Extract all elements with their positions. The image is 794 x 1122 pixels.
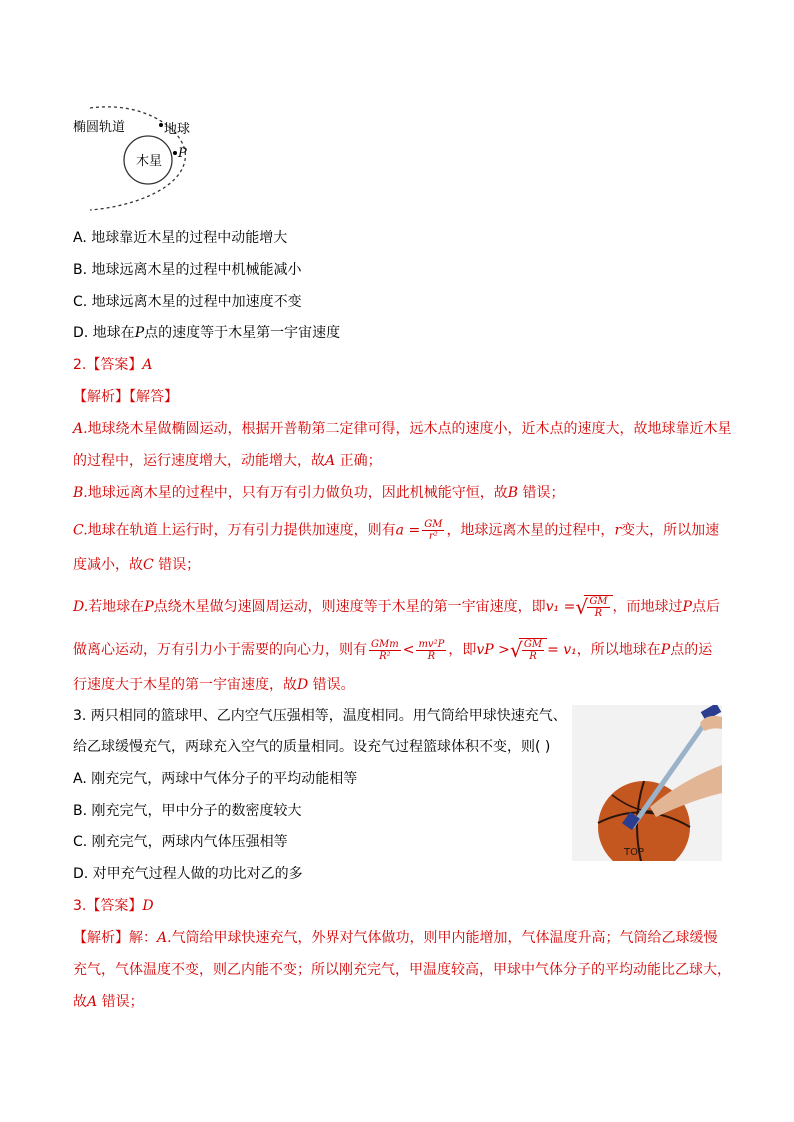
p-dot: [173, 151, 177, 155]
ball-brand-text: TOP: [624, 847, 645, 858]
q3-answer: 3.【答案】D: [73, 898, 154, 914]
q3-option-c: C. 刚充完气，两球内气体压强相等: [73, 834, 288, 850]
jupiter-label: 木星: [136, 154, 163, 169]
q2-option-b: B. 地球远离木星的过程中机械能减小: [73, 262, 302, 278]
q2-analysis-tag: 【解析】【解答】: [73, 389, 178, 405]
orbit-diagram: [60, 95, 210, 215]
q2-analysis-a-line2: 的过程中，运行速度增大，动能增大，故A 正确；: [73, 453, 382, 469]
q3-analysis-line3: 故A 错误；: [73, 994, 144, 1010]
q2-analysis-b: B.地球远离木星的过程中，只有万有引力做负功，因此机械能守恒，故B 错误；: [73, 485, 565, 501]
basketball-pump-photo: [572, 705, 722, 861]
p-label: P: [178, 146, 187, 161]
q3-analysis-line1: 【解析】解：A.气筒给甲球快速充气，外界对气体做功，则甲内能增加，气体温度升高；气筒给乙球缓慢: [73, 930, 718, 946]
q2-analysis-a-line1: A.地球绕木星做椭圆运动，根据开普勒第二定律可得，远木点的速度小，近木点的速度大，故地球靠近木星: [73, 421, 732, 437]
q2-analysis-d-line2: 做离心运动，万有引力小于需要的向心力，则有 $\frac{\text{GMm}}{\text{R²}}$ < $\frac{\text{mv²P}}{R}$ ，即vP > √ $\frac{GM}{R}$ = v₁，所以地球在P点的运: [73, 638, 713, 662]
q3-analysis-line2: 充气，气体温度不变，则乙内能不变；所以刚充完气，甲温度较高，甲球中气体分子的平均动能比乙球大，: [73, 962, 731, 978]
q3-stem-line1: 3. 两只相同的篮球甲、乙内空气压强相等，温度相同。用气筒给甲球快速充气、: [73, 708, 567, 724]
q2-analysis-d-line1: D.若地球在P点绕木星做匀速圆周运动，则速度等于木星的第一宇宙速度，即v₁ = √ $\frac{GM}{R}$ ，而地球过P点后: [73, 595, 720, 619]
q3-option-a: A. 刚充完气，两球中气体分子的平均动能相等: [73, 771, 358, 787]
q2-option-c: C. 地球远离木星的过程中加速度不变: [73, 294, 302, 310]
earth-label: 地球: [164, 122, 191, 137]
q2-analysis-c-line1: C.地球在轨道上运行时，万有引力提供加速度，则有a = $\frac{GM}{\text{r²}}$ ，地球远离木星的过程中，r变大，所以加速: [73, 519, 720, 542]
q2-option-d: D. 地球在P点的速度等于木星第一宇宙速度: [73, 325, 341, 341]
q3-option-b: B. 刚充完气，甲中分子的数密度较大: [73, 803, 302, 819]
earth-dot: [159, 123, 163, 127]
q3-option-d: D. 对甲充气过程人做的功比对乙的多: [73, 866, 303, 882]
q2-answer: 2.【答案】A: [73, 357, 153, 373]
q2-analysis-d-line3: 行速度大于木星的第一宇宙速度，故D 错误。: [73, 677, 355, 693]
orbit-label: 椭圆轨道: [73, 120, 126, 135]
q3-stem-line2: 给乙球缓慢充气，两球充入空气的质量相同。设充气过程篮球体积不变，则( ): [73, 739, 551, 755]
q2-analysis-c-line2: 度减小，故C 错误；: [73, 557, 201, 573]
q2-option-a: A. 地球靠近木星的过程中动能增大: [73, 230, 288, 246]
